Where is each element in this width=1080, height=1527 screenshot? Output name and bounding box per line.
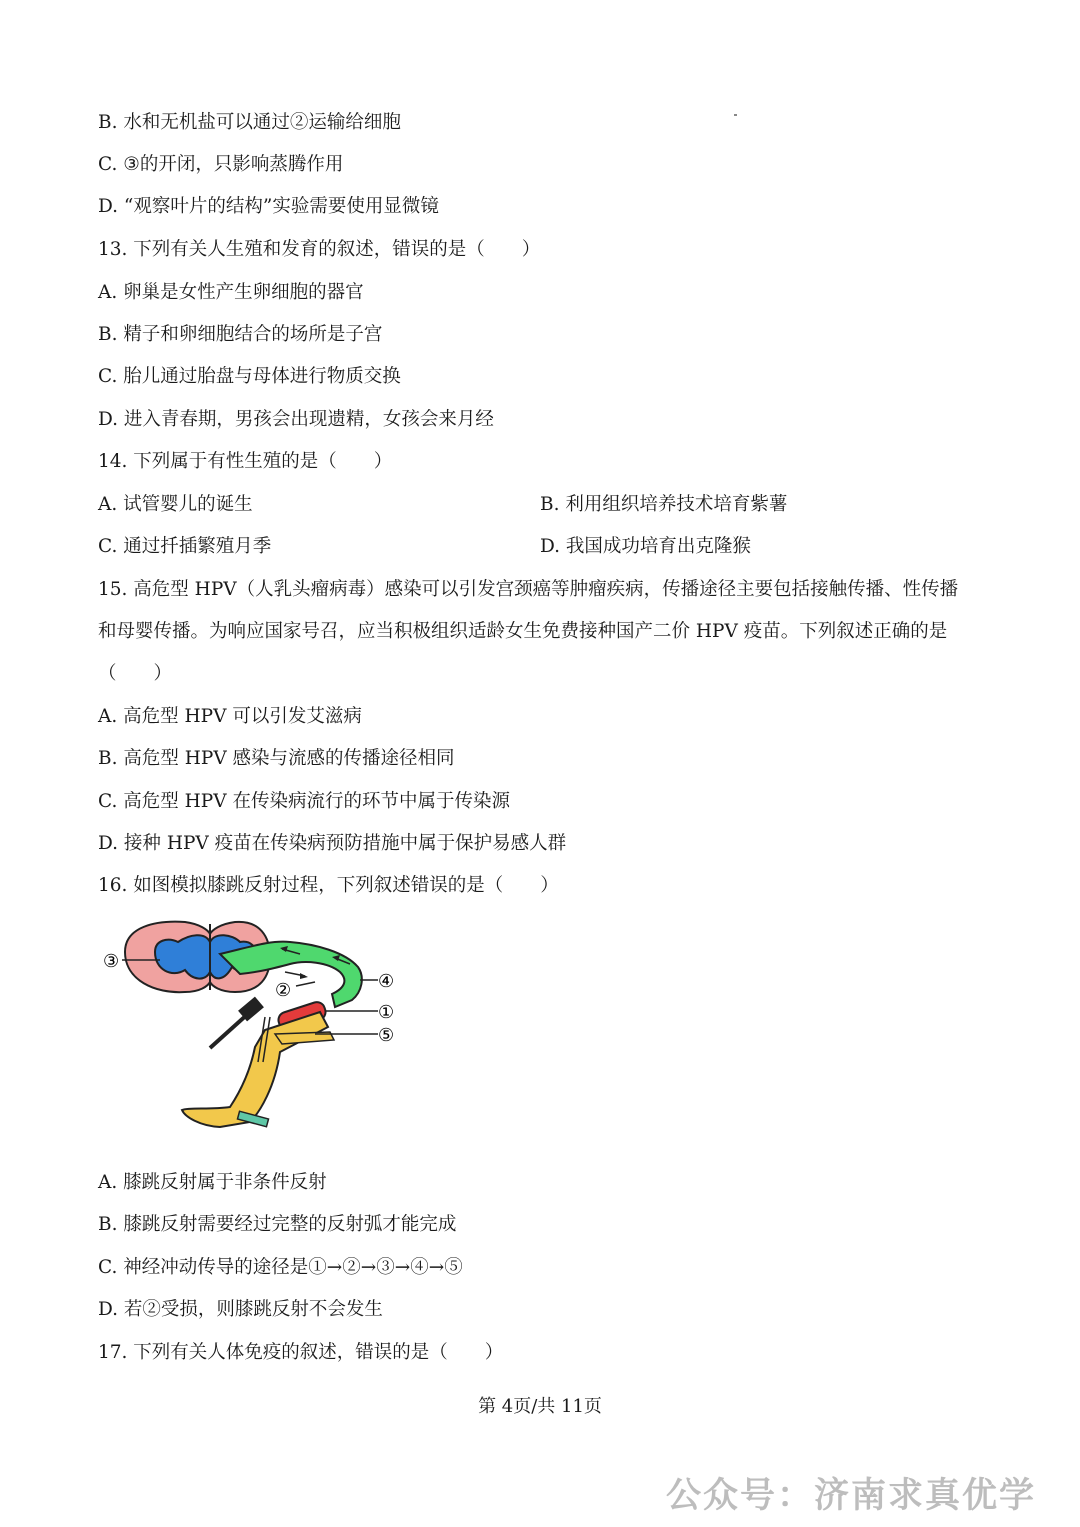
page-footer: 第 4页/共 11页 <box>478 1396 602 1417</box>
q16-option-b: B. 膝跳反射需要经过完整的反射弧才能完成 <box>98 1214 457 1235</box>
q14-option-b: B. 利用组织培养技术培育紫薯 <box>540 494 788 515</box>
q15-stem-line2: 和母婴传播。为响应国家号召，应当积极组织适龄女生免费接种国产二价 HPV 疫苗。下列叙述正确的是 <box>98 621 948 642</box>
q14-option-d: D. 我国成功培育出克隆猴 <box>540 536 751 557</box>
q16-option-c: C. 神经冲动传导的途径是①→②→③→④→⑤ <box>98 1257 463 1278</box>
q13-option-c: C. 胎儿通过胎盘与母体进行物质交换 <box>98 366 401 387</box>
label-4: ④ <box>378 971 395 992</box>
q15-option-d: D. 接种 HPV 疫苗在传染病预防措施中属于保护易感人群 <box>98 833 567 854</box>
q12-option-b: B. 水和无机盐可以通过②运输给细胞 <box>98 112 401 133</box>
q12-option-c: C. ③的开闭，只影响蒸腾作用 <box>98 154 344 175</box>
q15-stem-line1: 15. 高危型 HPV（人乳头瘤病毒）感染可以引发宫颈癌等肿瘤疾病，传播途径主要包括接触传播、性传播 <box>98 579 959 600</box>
q14-option-c: C. 通过扦插繁殖月季 <box>98 536 272 557</box>
q16-option-d: D. 若②受损，则膝跳反射不会发生 <box>98 1299 383 1320</box>
q16-stem: 16. 如图模拟膝跳反射过程，下列叙述错误的是（ ） <box>98 875 559 896</box>
label-1: ① <box>378 1002 395 1023</box>
knee-jerk-reflex-figure <box>100 912 420 1162</box>
q15-option-a: A. 高危型 HPV 可以引发艾滋病 <box>98 706 362 727</box>
q14-stem: 14. 下列属于有性生殖的是（ ） <box>98 451 393 472</box>
q13-option-a: A. 卵巢是女性产生卵细胞的器官 <box>98 282 364 303</box>
q15-option-c: C. 高危型 HPV 在传染病流行的环节中属于传染源 <box>98 791 510 812</box>
label-3: ③ <box>103 951 120 972</box>
q12-option-d: D. “观察叶片的结构”实验需要使用显微镜 <box>98 196 439 217</box>
q16-option-a: A. 膝跳反射属于非条件反射 <box>98 1172 327 1193</box>
q13-stem: 13. 下列有关人生殖和发育的叙述，错误的是（ ） <box>98 239 541 260</box>
q13-option-d: D. 进入青春期，男孩会出现遗精，女孩会来月经 <box>98 409 494 430</box>
label-5: ⑤ <box>378 1025 395 1046</box>
label-2: ② <box>275 980 292 1001</box>
scan-speck <box>734 114 737 116</box>
q13-option-b: B. 精子和卵细胞结合的场所是子宫 <box>98 324 383 345</box>
watermark: 公众号：济南求真优学 <box>665 1476 1036 1516</box>
q15-option-b: B. 高危型 HPV 感染与流感的传播途径相同 <box>98 748 455 769</box>
leg <box>182 1012 328 1127</box>
q14-option-a: A. 试管婴儿的诞生 <box>98 494 253 515</box>
q17-stem: 17. 下列有关人体免疫的叙述，错误的是（ ） <box>98 1342 504 1363</box>
q15-stem-line3: （ ） <box>98 663 173 684</box>
reflex-hammer-icon <box>210 997 264 1048</box>
